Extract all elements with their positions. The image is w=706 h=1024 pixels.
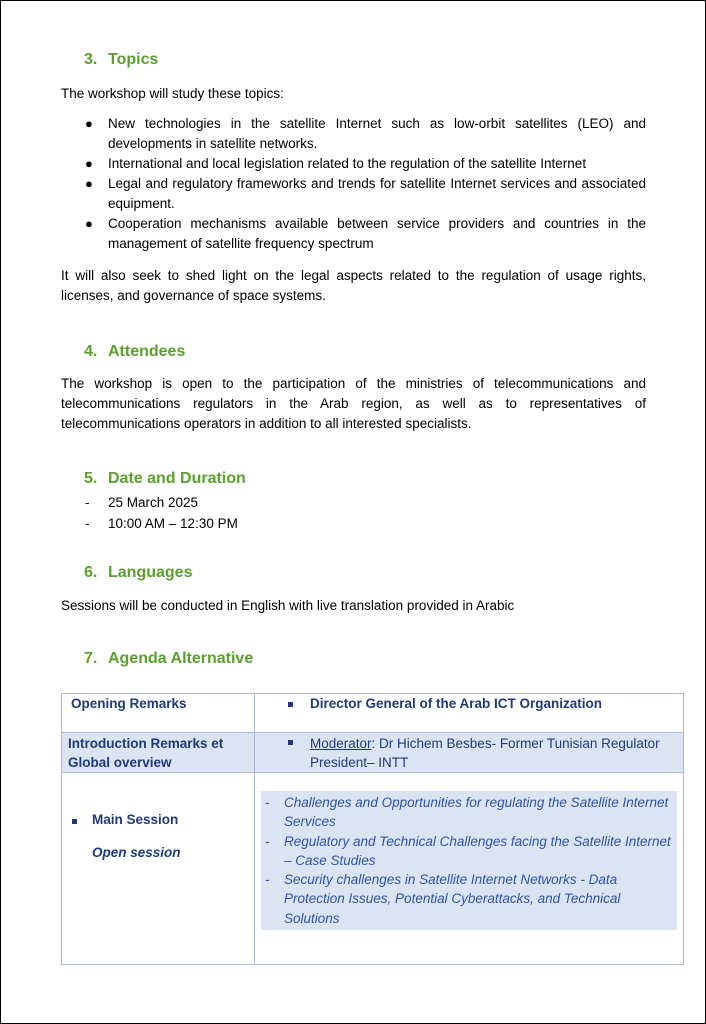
attendees-text: The workshop is open to the participation of the ministries of telecommunications and telecommunications regulators in the Arab region, as well as to representatives of telecommunications operators in addition to all interested specialists. xyxy=(61,376,646,431)
topics-heading: 3. Topics xyxy=(84,51,159,68)
agenda-cell-value: Moderator: Dr Hichem Besbes- Former Tunisian Regulator President– INTT xyxy=(255,733,684,773)
agenda-cell-value: Director General of the Arab ICT Organization xyxy=(255,694,684,733)
bullet-icon: ● xyxy=(85,116,93,131)
list-item: - Regulatory and Technical Challenges facing the Satellite Internet – Case Studies xyxy=(265,833,671,868)
bullet-icon: ● xyxy=(85,216,93,231)
topics-intro: The workshop will study these topics: xyxy=(61,86,284,101)
list-item: ● International and local legislation related to the regulation of the satellite Internet xyxy=(61,154,646,174)
square-bullet-icon xyxy=(72,819,77,824)
square-bullet-icon xyxy=(288,702,293,707)
agenda-cell-label: Introduction Remarks et Global overview xyxy=(62,733,255,773)
table-row xyxy=(62,733,684,773)
languages-text: Sessions will be conducted in English with live translation provided in Arabic xyxy=(61,598,515,613)
list-item: - 25 March 2025 xyxy=(85,495,199,510)
list-item: ● Legal and regulatory frameworks and trends for satellite Internet services and associated equipment. xyxy=(85,176,646,211)
agenda-heading: 7. Agenda Alternative xyxy=(84,650,254,667)
bullet-icon: ● xyxy=(85,156,93,171)
date-list xyxy=(61,492,238,534)
square-bullet-icon xyxy=(288,740,293,745)
topics-list xyxy=(61,114,646,254)
agenda-cell-label: Opening Remarks xyxy=(62,694,255,733)
list-item: - Security challenges in Satellite Internet Networks - Data Protection Issues, Potential Cyberattacks, and Technical Solutions xyxy=(265,872,621,926)
date-heading: 5. Date and Duration xyxy=(84,470,246,487)
agenda-cell-value xyxy=(255,773,684,965)
list-item: - Challenges and Opportunities for regulating the Satellite Internet Services xyxy=(265,795,669,830)
topics-outro: It will also seek to shed light on the legal aspects related to the regulation of usage rights, licenses, and governance of space systems. xyxy=(61,268,646,303)
agenda-cell-label: Main Session Open session xyxy=(62,773,255,965)
languages-heading: 6. Languages xyxy=(84,564,193,581)
list-item: ● New technologies in the satellite Internet such as low-orbit satellites (LEO) and developments in satellite networks. xyxy=(85,116,646,151)
agenda-table xyxy=(61,693,684,965)
attendees-heading: 4. Attendees xyxy=(84,343,186,360)
table-row xyxy=(62,694,684,733)
list-item: - 10:00 AM – 12:30 PM xyxy=(85,516,238,531)
list-item: ● Cooperation mechanisms available between service providers and countries in the management of satellite frequency spectrum xyxy=(85,216,646,251)
table-row xyxy=(62,773,684,965)
session-topics-panel xyxy=(261,791,677,930)
bullet-icon: ● xyxy=(85,176,93,191)
